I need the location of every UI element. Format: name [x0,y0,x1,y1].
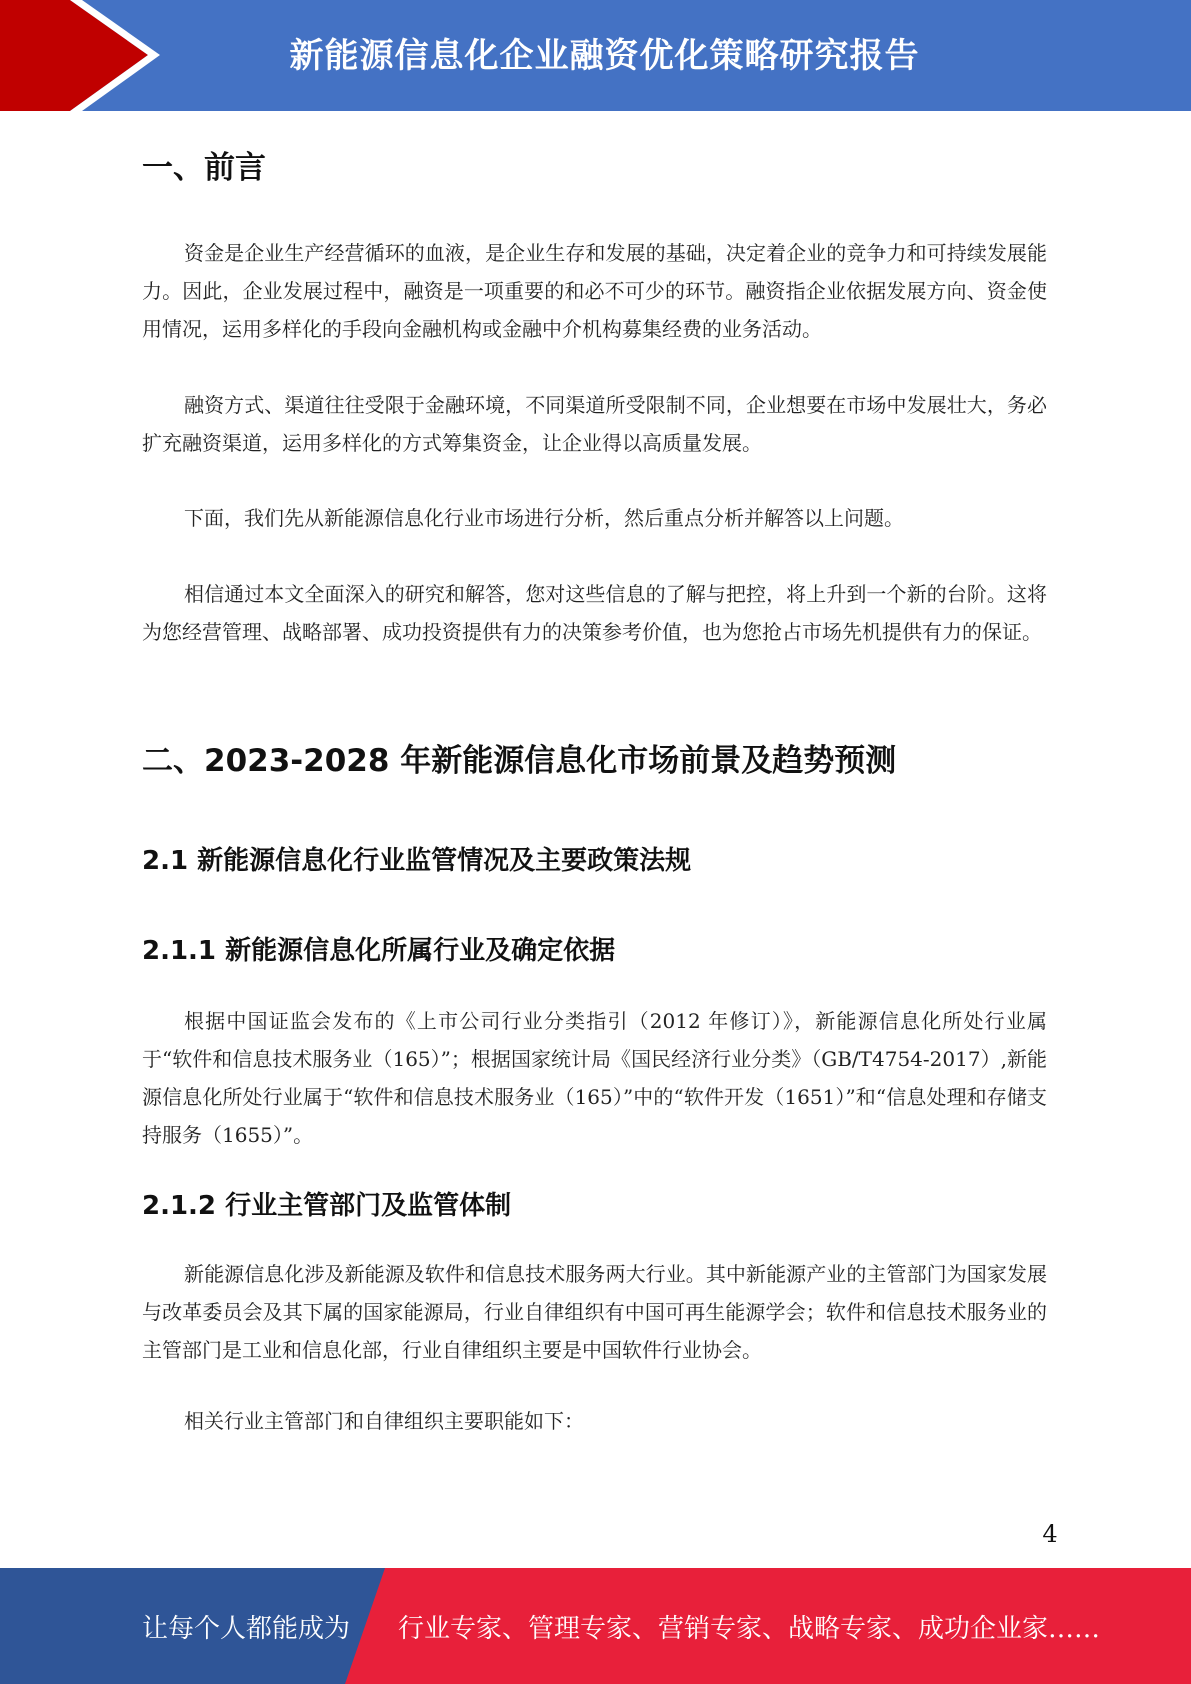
subsection-heading: 2.1 新能源信息化行业监管情况及主要政策法规 [142,846,692,876]
page-number: 4 [1042,1520,1058,1548]
paragraph: 相关行业主管部门和自律组织主要职能如下： [184,1409,584,1433]
subsubsection-heading: 2.1.1 新能源信息化所属行业及确定依据 [142,936,616,966]
paragraph: 新能源信息化涉及新能源及软件和信息技术服务两大行业。其中新能源产业的主管部门为国家发展与改革委员会及其下属的国家能源局，行业自律组织有中国可再生能源学会；软件和信息技术服务业的主管部门是工业和信息化部，行业自律组织主要是中国软件行业协会。 [142,1262,1047,1362]
report-title: 新能源信息化企业融资优化策略研究报告 [289,36,920,76]
page-footer [0,1568,1191,1684]
paragraph: 相信通过本文全面深入的研究和解答，您对这些信息的了解与把控，将上升到一个新的台阶。这将为您经营管理、战略部署、成功投资提供有力的决策参考价值，也为您抢占市场先机提供有力的保证。 [142,582,1047,644]
section-heading-market-forecast: 二、2023-2028 年新能源信息化市场前景及趋势预测 [142,743,897,779]
footer-slogan-right: 行业专家、管理专家、营销专家、战略专家、成功企业家…… [398,1614,1101,1644]
paragraph: 下面，我们先从新能源信息化行业市场进行分析，然后重点分析并解答以上问题。 [184,506,904,530]
subsubsection-heading: 2.1.2 行业主管部门及监管体制 [142,1191,512,1221]
paragraph: 根据中国证监会发布的《上市公司行业分类指引（2012 年修订）》，新能源信息化所处行业属于“软件和信息技术服务业（165）”；根据国家统计局《国民经济行业分类》（GB/T4754-2017）,新能源信息化所处行业属于“软件和信息技术服务业（165）”中的“软件开发（1651）”和“信息处理和存储支持服务（1655）”。 [142,1009,1047,1147]
footer-slogan-left: 让每个人都能成为 [142,1614,351,1644]
page-header [0,0,1191,111]
section-heading-preface: 一、前言 [142,150,266,186]
paragraph: 资金是企业生产经营循环的血液，是企业生存和发展的基础，决定着企业的竞争力和可持续发展能力。因此，企业发展过程中，融资是一项重要的和必不可少的环节。融资指企业依据发展方向、资金使用情况，运用多样化的手段向金融机构或金融中介机构募集经费的业务活动。 [142,241,1047,341]
paragraph: 融资方式、渠道往往受限于金融环境，不同渠道所受限制不同，企业想要在市场中发展壮大，务必扩充融资渠道，运用多样化的方式筹集资金，让企业得以高质量发展。 [142,393,1047,455]
